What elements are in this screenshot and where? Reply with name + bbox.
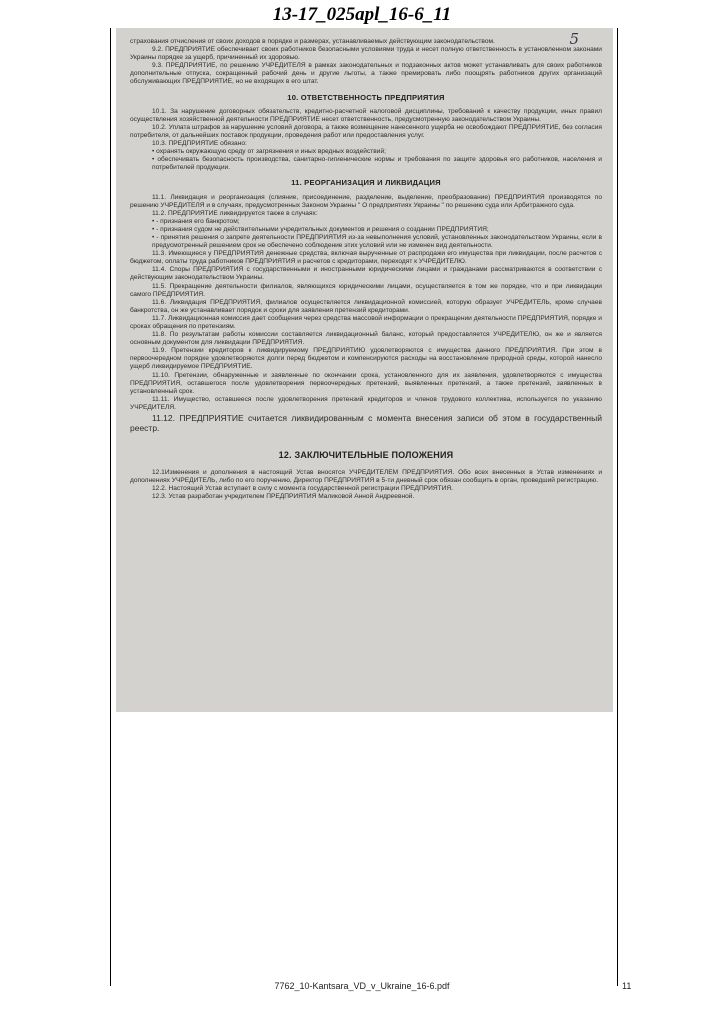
section-heading: 10. ОТВЕТСТВЕННОСТЬ ПРЕДПРИЯТИЯ — [287, 92, 445, 102]
bullet-item: • охранять окружающую среду от загрязнения и иных вредных воздействий; — [152, 148, 387, 156]
left-margin-rule — [110, 28, 111, 986]
paragraph: 11.2. ПРЕДПРИЯТИЕ ликвидируется также в случаях: — [152, 209, 318, 217]
paragraph: 11.7. Ликвидационная комиссия дает сообщения через средства массовой информации о прекращении деятельности ПРЕДПРИЯТИЯ, порядке и сроках обращения по претензиям. — [130, 314, 602, 330]
paragraph: 10.1. За нарушение договорных обязательств, кредитно-расчетной налоговой дисциплины, требований к качеству продукции, иных правил осуществления хозяйственной деятельности ПРЕДПРИЯТИЕ несет ответственность, предусмотренную законодательством Украины. — [130, 107, 602, 123]
paragraph: 9.2. ПРЕДПРИЯТИЕ обеспечивает своих работников безопасными условиями труда и несет полную ответственность в установленном законами Украины порядке за ущерб, причиненный их здоровью. — [130, 46, 602, 62]
bullet-item: • - признания судом не действительными учредительных документов и решения о создании ПРЕДПРИЯТИЯ; — [152, 225, 489, 233]
paragraph: 11.8. По результатам работы комиссии составляется ликвидационный баланс, который предоставляется УЧРЕДИТЕЛЮ, он же и является основным документом для ликвидации ПРЕДПРИЯТИЯ. — [130, 331, 602, 347]
scanned-text-body — [130, 38, 602, 502]
bullet-item: • - признания его банкротом; — [152, 217, 240, 225]
bullet-item: • - принятия решения о запрете деятельности ПРЕДПРИЯТИЯ из-за невыполнения условий, установленных законодательством Украины, если в предусмотренный решением срок не обеспечено соблюдение этих условий или не изменен вид деятельности. — [152, 233, 602, 250]
document-header-title: 13-17_025apl_16-6_11 — [272, 4, 452, 25]
paragraph: 11.1. Ликвидация и реорганизация (слияние, присоединение, разделение, выделение, преобразование) ПРЕДПРИЯТИЯ производятся по решению УЧРЕДИТЕЛЯ и в случаях, предусмотренных Законом Украины " О предприятиях Украины " по решению суда или Арбитражного суда. — [130, 193, 602, 209]
section-heading: 12. ЗАКЛЮЧИТЕЛЬНЫЕ ПОЛОЖЕНИЯ — [278, 450, 454, 461]
paragraph: 10.2. Уплата штрафов за нарушение условий договора, а также возмещение нанесенного ущерба не освобождают ПРЕДПРИЯТИЕ, без согласия потребителя, от дальнейших поставок продукции, проведения работ или предоставления услуг. — [130, 123, 602, 139]
handwritten-page-mark: 5 — [569, 30, 579, 48]
paragraph: 11.12. ПРЕДПРИЯТИЕ считается ликвидированным с момента внесения записи об этом в государственный реестр. — [130, 413, 602, 434]
paragraph: 11.3. Имеющиеся у ПРЕДПРИЯТИЯ денежные средства, включая вырученные от распродажи его имущества при ликвидации, после расчетов с бюджетом, оплаты труда работников ПРЕДПРИЯТИЯ и расчетов с кредиторами, переходят к УЧРЕДИТЕЛЮ. — [130, 250, 602, 266]
paragraph: 11.10. Претензии, обнаруженные и заявленные по окончании срока, установленного для их заявления, удовлетворяются с имущества ПРЕДПРИЯТИЯ, оставшегося после удовлетворения первоочередных претензий, выявленных претензий, а также претензий, заявленных в установленный срок. — [130, 371, 602, 395]
paragraph: 10.3. ПРЕДПРИЯТИЕ обязано: — [152, 140, 247, 148]
paragraph: 12.3. Устав разработан учредителем ПРЕДПРИЯТИЯ Маликовой Анной Андреевной. — [152, 493, 415, 501]
bullet-item: • обеспечивать безопасность производства, санитарно-гигиенические нормы и требования по защите здоровья его работников, населения и потребителей продукции. — [152, 156, 602, 172]
section-heading: 11. РЕОРГАНИЗАЦИЯ И ЛИКВИДАЦИЯ — [291, 178, 441, 188]
paragraph: 11.11. Имущество, оставшееся после удовлетворения претензий кредиторов и членов трудового коллектива, используется по указанию УЧРЕДИТЕЛЯ. — [130, 395, 602, 411]
paragraph: 11.6. Ликвидация ПРЕДПРИЯТИЯ, филиалов осуществляется ликвидационной комиссией, которую образует УЧРЕДИТЕЛЬ, кроме случаев банкротства, он же устанавливает порядок и сроки для заявления претензий кредиторами. — [130, 298, 602, 314]
paragraph: 11.4. Споры ПРЕДПРИЯТИЯ с государственными и иностранными юридическими лицами и гражданами рассматриваются в соответствии с действующим законодательством Украины. — [130, 266, 602, 282]
paragraph: страхования отчисления от своих доходов в порядке и размерах, устанавливаемых действующим законодательством. — [130, 38, 495, 45]
paragraph: 12.1Изменения и дополнения в настоящий Устав вносятся УЧРЕДИТЕЛЕМ ПРЕДПРИЯТИЯ. Обо всех внесенных в Устав изменениях и дополнениях УЧРЕДИТЕЛЬ, либо по его поручению, Директор ПРЕДПРИЯТИЯ в 5-ти дневный срок обязан сообщить в орган, проведший регистрацию. — [130, 469, 602, 485]
right-margin-rule — [617, 28, 618, 986]
paragraph: 11.9. Претензии кредиторов к ликвидируемому ПРЕДПРИЯТИЮ удовлетворяются с имущества данного ПРЕДПРИЯТИЯ. При этом в первоочередном порядке удовлетворяются долги перед бюджетом и компенсируются расходы на восстановление природной среды, которой нанесло ущерб ликвидируемое ПРЕДПРИЯТИЕ. — [130, 347, 602, 371]
paragraph: 9.3. ПРЕДПРИЯТИЕ, по решению УЧРЕДИТЕЛЯ в рамках законодательных и подзаконных актов может устанавливать для своих работников дополнительные отпуска, сокращенный рабочий день и другие льготы, а также премировать либо поощрять работников других организаций обслуживающих ПРЕДПРИЯТИЕ, но не входящих в его штат. — [130, 62, 602, 86]
paragraph: 12.2. Настоящий Устав вступает в силу с момента государственной регистрации ПРЕДПРИЯТИЯ. — [152, 485, 453, 493]
scanned-page-image — [116, 28, 613, 712]
footer-page-number: 11 — [622, 981, 632, 991]
paragraph: 11.5. Прекращение деятельности филиалов, являющихся юридическими лицами, осуществляется в том же порядке, что и при ликвидации самого ПРЕДПРИЯТИЯ. — [130, 282, 602, 298]
footer-filename: 7762_10-Kantsara_VD_v_Ukraine_16-6.pdf — [274, 981, 450, 991]
